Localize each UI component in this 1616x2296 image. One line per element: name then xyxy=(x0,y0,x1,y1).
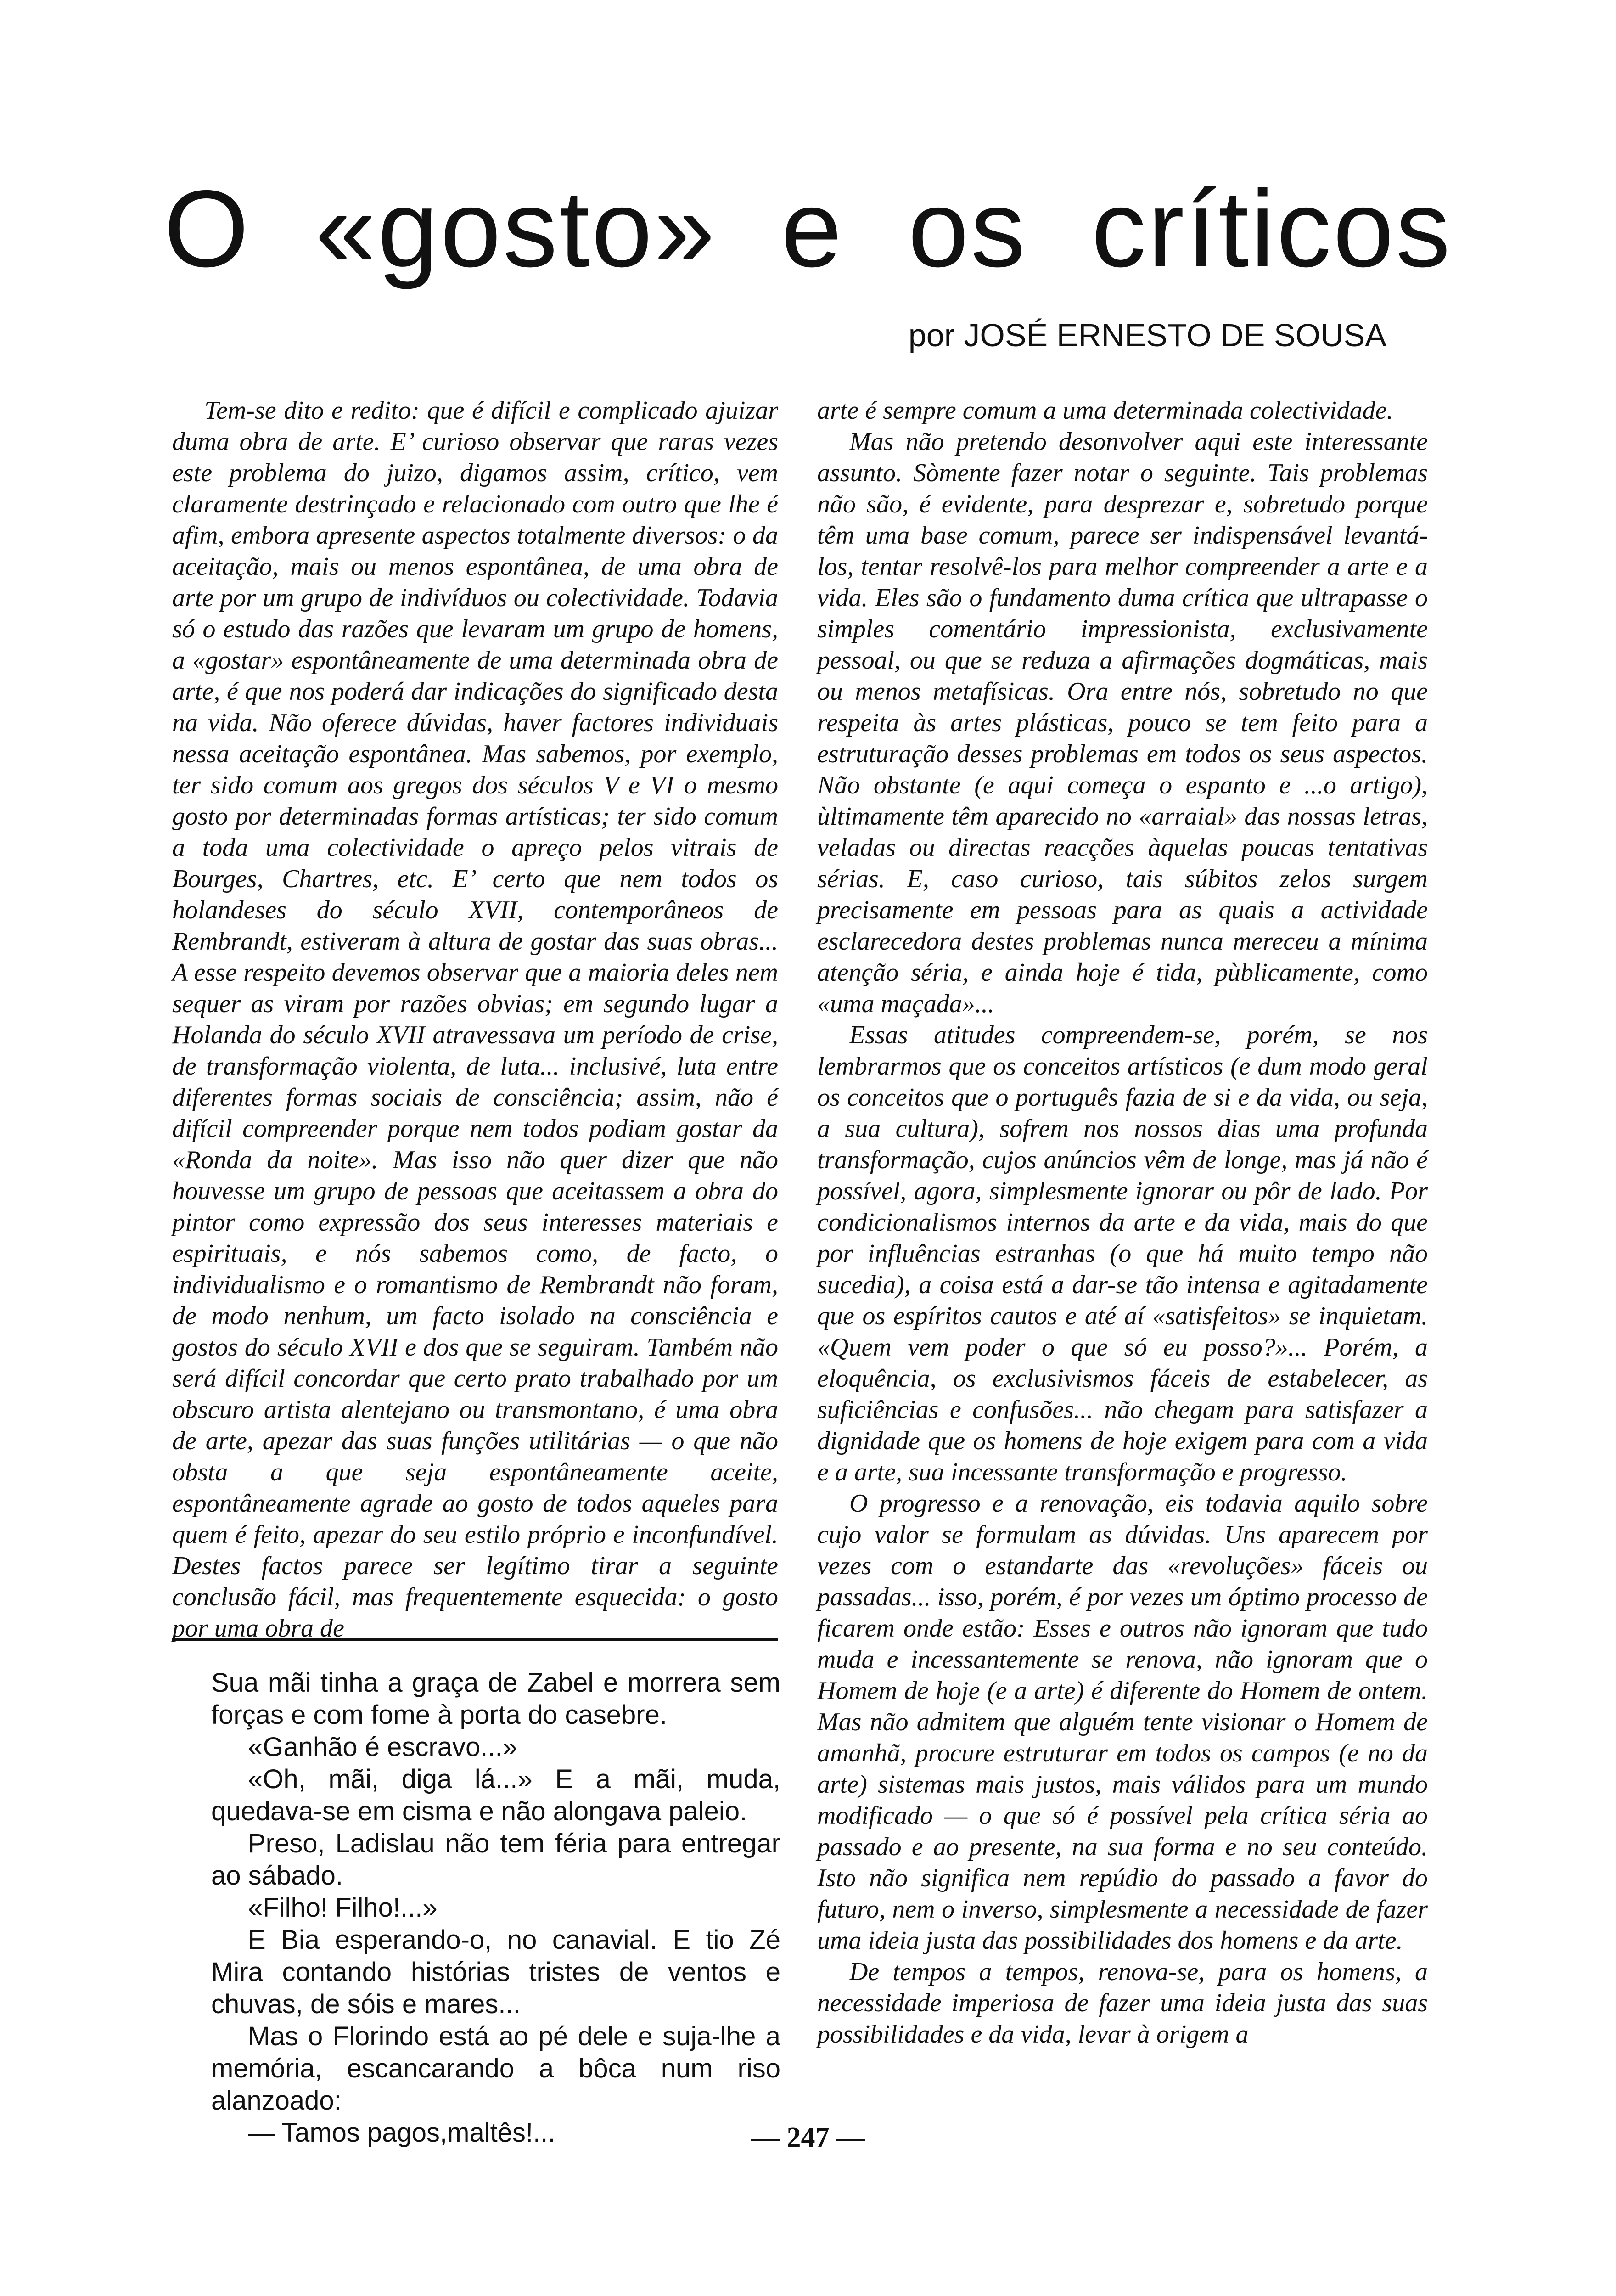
article-byline: por JOSÉ ERNESTO DE SOUSA xyxy=(908,317,1386,353)
right-column xyxy=(817,395,1428,2066)
right-paragraph: Essas atitudes compreendem-se, porém, se nos lembrarmos que os conceitos artísticos (e dum modo geral os conceitos que o português fazia de si e da vida, ou seja, a sua cultura), sofrem nos nossos dias uma profunda transformação, cujos anúncios vêm de longe, mas já não é possível, agora, simplesmente ignorar ou pôr de lado. Por condicionalismos internos da arte e da vida, mais do que por influências estranhas (o que há muito tempo não sucedia), a coisa está a dar-se tão intensa e agitadamente que os espíritos cautos e até aí «satisfeitos» se inquietam. «Quem vem poder o que só eu posso?»... Porém, a eloquência, os exclusivismos fáceis de estabelecer, as suficiências e confusões... não chegam para satisfazer a dignidade que os homens de hoje exigem para com a vida e a arte, sua incessante transformação e progresso. xyxy=(817,1021,1428,1486)
right-paragraph: arte é sempre comum a uma determinada colectividade. xyxy=(817,396,1393,425)
right-paragraph: De tempos a tempos, renova-se, para os homens, a necessidade imperiosa de fazer uma ideia justa das suas possibilidades e da vida, levar à origem a xyxy=(817,1958,1428,2048)
right-paragraph: O progresso e a renovação, eis todavia aquilo sobre cujo valor se formulam as dúvidas. Uns aparecem por vezes com o estandarte das «revoluções» fáceis ou passadas... isso, porém, é por vezes um óptimo processo de ficarem onde estão: Esses e outros não ignoram que tudo muda e incessantemente se renova, não ignoram que o Homem de hoje (e a arte) é diferente do Homem de ontem. Mas não admitem que alguém tente visionar o Homem de amanhã, procure estruturar em todos os campos (e no da arte) sistemas mais justos, mais válidos para um mundo modificado — o que só é possível pela crítica séria ao passado e ao presente, na sua forma e no seu conteúdo. Isto não significa nem repúdio do passado a favor do futuro, nem o inverso, simplesmente a necessidade de fazer uma ideia justa das possibilidades dos homens e da arte. xyxy=(817,1489,1428,1955)
left-paragraph: Tem-se dito e redito: que é difícil e complicado ajuizar duma obra de arte. E’ curioso observar que raras vezes este problema do juizo, digamos assim, crítico, vem claramente destrinçado e relacionado com outro que lhe é afim, embora apresente aspectos totalmente diversos: o da aceitação, mais ou menos espontânea, de uma obra de arte por um grupo de indivíduos ou colectividade. Todavia só o estudo das razões que levaram um grupo de homens, a «gostar» espontâneamente de uma determinada obra de arte, é que nos poderá dar indicações do significado desta na vida. Não oferece dúvidas, haver factores individuais nessa aceitação espontânea. Mas sabemos, por exemplo, ter sido comum aos gregos dos séculos V e VI o mesmo gosto por determinadas formas artísticas; ter sido comum a toda uma colectividade o apreço pelos vitrais de Bourges, Chartres, etc. E’ certo que nem todos os holandeses do século XVII, contemporâneos de Rembrandt, estiveram à altura de gostar das suas obras... A esse respeito devemos observar que a maioria deles nem sequer as viram por razões obvias; em segundo lugar a Holanda do século XVII atravessava um período de crise, de transformação violenta, de luta... inclusivé, luta entre diferentes formas sociais de consciência; assim, não é difícil compreender porque nem todos podiam gostar da «Ronda da noite». Mas isso não quer dizer que não houvesse um grupo de pessoas que aceitassem a obra do pintor como expressão dos seus interesses materiais e espirituais, e nós sabemos como, de facto, o individualismo e o romantismo de Rembrandt não foram, de modo nenhum, um facto isolado na consciência e gostos do século XVII e dos que se seguiram. Também não será difícil concordar que certo prato trabalhado por um obscuro artista alentejano ou transmontano, é uma obra de arte, apezar das suas funções utilitárias — o que não obsta a que seja espontâneamente aceite, espontâneamente agrade ao gosto de todos aqueles para quem é feito, apezar do seu estilo próprio e inconfundível. Destes factos parece ser legítimo tirar a seguinte conclusão fácil, mas frequentemente esquecida: o gosto por uma obra de xyxy=(172,396,778,1643)
story-line: Mas o Florindo está ao pé dele e suja-lhe a memória, escancarando a bôca num riso alanzoado: xyxy=(211,2021,780,2116)
story-line: — Tamos pagos,maltês!... xyxy=(248,2118,556,2148)
story-line: E Bia esperando-o, no canavial. E tio Zé Mira contando histórias tristes de ventos e chuvas, de sóis e mares... xyxy=(211,1925,780,2019)
story-line: Preso, Ladislau não tem féria para entregar ao sábado. xyxy=(211,1829,780,1891)
left-column xyxy=(172,395,778,1643)
page-number: — 247 — xyxy=(751,2122,865,2153)
article-title: O «gosto» e os críticos xyxy=(163,168,1453,290)
story-excerpt xyxy=(211,1667,780,2148)
story-line: «Oh, mãi, diga lá...» E a mãi, muda, quedava-se em cisma e não alongava paleio. xyxy=(211,1764,780,1826)
column-end-rule xyxy=(172,1638,778,1641)
story-line: «Ganhão é escravo...» xyxy=(248,1732,517,1762)
story-line: Sua mãi tinha a graça de Zabel e morrera sem forças e com fome à porta do casebre. xyxy=(211,1668,780,1730)
story-line: «Filho! Filho!...» xyxy=(248,1893,438,1923)
right-paragraph: Mas não pretendo desonvolver aqui este interessante assunto. Sòmente fazer notar o seguinte. Tais problemas não são, é evidente, para desprezar e, sobretudo porque têm uma base comum, parece ser indispensável levantá-los, tentar resolvê-los para melhor compreender a arte e a vida. Eles são o fundamento duma crítica que ultrapasse o simples comentário impressionista, exclusivamente pessoal, ou que se reduza a afirmações dogmáticas, mais ou menos metafísicas. Ora entre nós, sobretudo no que respeita às artes plásticas, pouco se tem feito para a estruturação desses problemas em todos os seus aspectos. Não obstante (e aqui começa o espanto e ...o artigo), ùltimamente têm aparecido no «arraial» das nossas letras, veladas ou directas reacções àquelas poucas tentativas sérias. E, caso curioso, tais súbitos zelos surgem precisamente em pessoas para as quais a actividade esclarecedora destes problemas nunca mereceu a mínima atenção séria, e ainda hoje é tida, pùblicamente, como «uma maçada»... xyxy=(817,428,1428,1018)
